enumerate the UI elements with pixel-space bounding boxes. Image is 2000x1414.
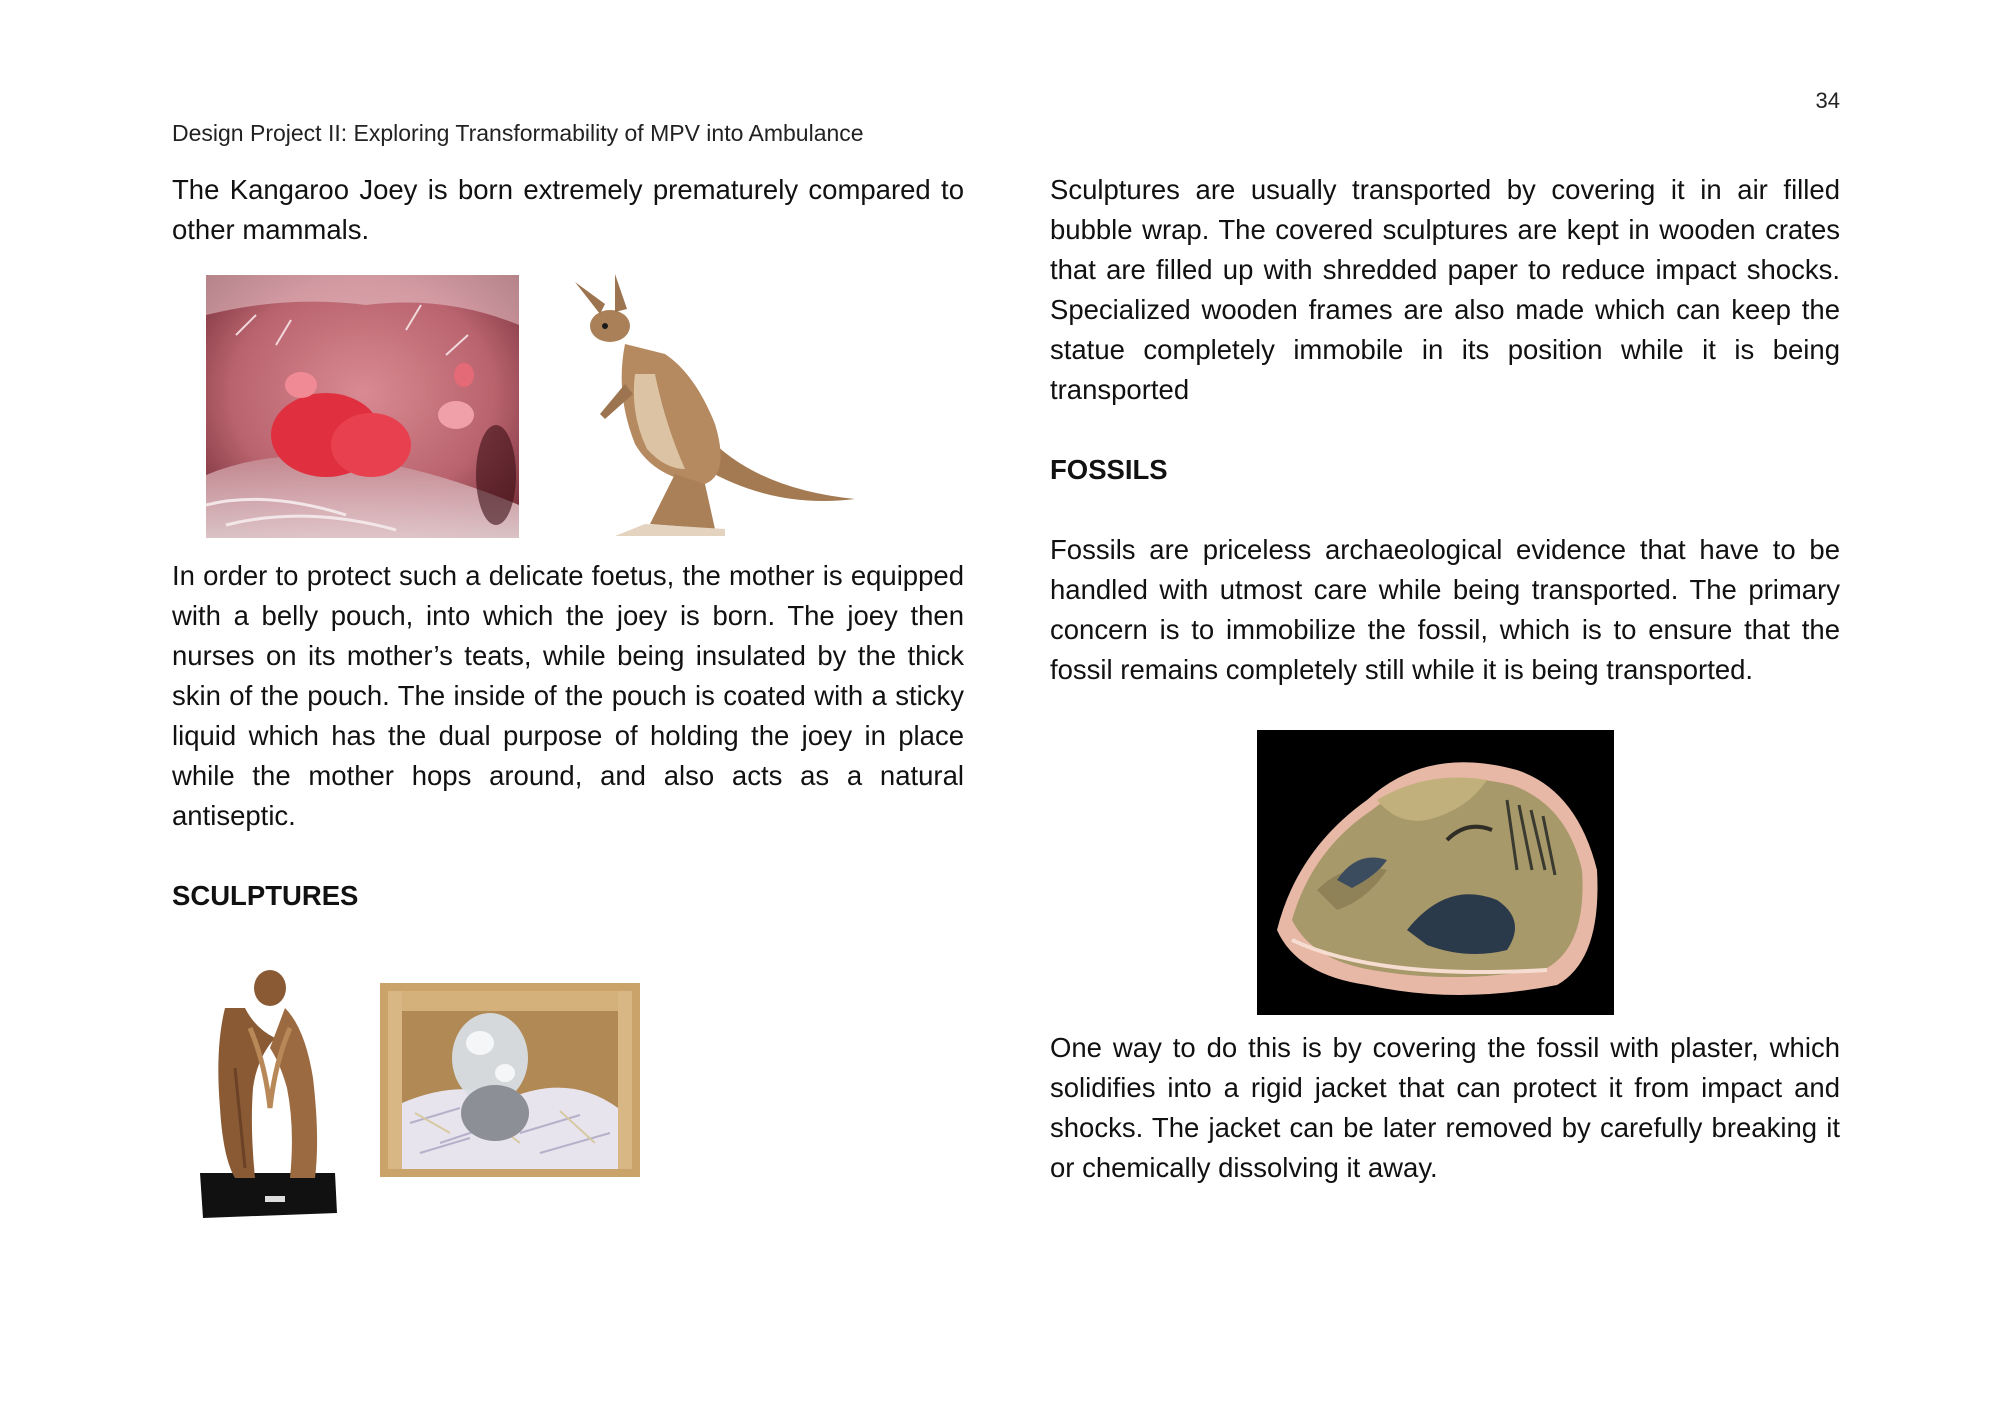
paragraph-pouch: In order to protect such a delicate foetus, the mother is equipped with a belly pouch, into which the joey is born. The joey then nurses on its mother’s teats, while being insulated by the thick skin of the pouch. The inside of the pouch is coated with a sticky liquid which has the dual purpose of holding the joey in place while the mother hops around, and also acts as a natural antiseptic. bbox=[172, 560, 964, 831]
spacer bbox=[1050, 410, 1840, 450]
sculpture-photo bbox=[195, 968, 340, 1228]
paragraph-joey-intro: The Kangaroo Joey is born extremely prematurely compared to other mammals. bbox=[172, 174, 964, 245]
joey-in-pouch-photo bbox=[206, 275, 519, 538]
heading-sculptures: SCULPTURES bbox=[172, 880, 359, 911]
running-header: Design Project II: Exploring Transformability of MPV into Ambulance bbox=[172, 120, 864, 146]
right-column bbox=[1050, 170, 1840, 1188]
paragraph-sculptures-transport: Sculptures are usually transported by covering it in air filled bubble wrap. The covered sculptures are kept in wooden crates that are filled up with shredded paper to reduce impact shocks. Specialized wooden frames are also made which can keep the statue completely immobile in its position while it is being transported bbox=[1050, 174, 1840, 405]
paragraph-fossils: Fossils are priceless archaeological evidence that have to be handled with utmost care while being transported. The primary concern is to immobilize the fossil, which is to ensure that the fossil remains completely still while it is being transported. bbox=[1050, 534, 1840, 685]
spacer bbox=[172, 836, 964, 876]
paragraph-plaster-jacket: One way to do this is by covering the fossil with plaster, which solidifies into a rigid jacket that can protect it from impact and shocks. The jacket can be later removed by carefully breaking it or chemically dissolving it away. bbox=[1050, 1032, 1840, 1183]
kangaroo-photo bbox=[555, 274, 861, 539]
page-number: 34 bbox=[1815, 88, 1840, 113]
spacer bbox=[1050, 490, 1840, 530]
heading-fossils: FOSSILS bbox=[1050, 454, 1168, 485]
fossil-photo bbox=[1257, 730, 1614, 1015]
crated-sculpture-photo bbox=[380, 983, 640, 1177]
